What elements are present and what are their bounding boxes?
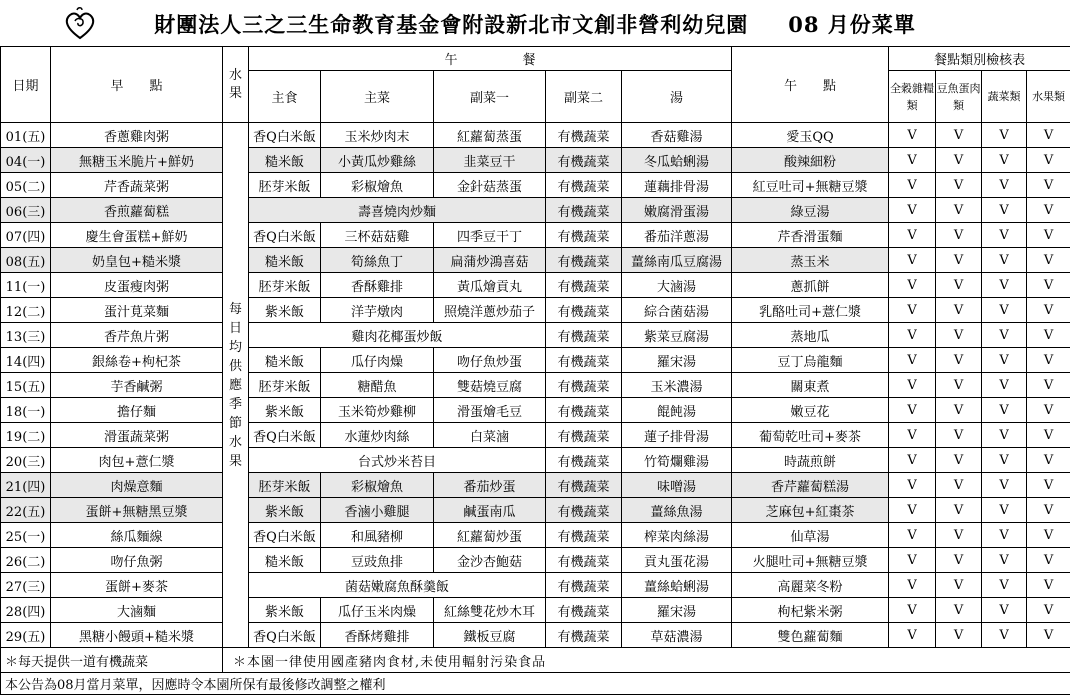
- row-date: 06(三): [1, 198, 51, 223]
- row-side1: 金針菇蒸蛋: [434, 173, 546, 198]
- row-side2: 有機蔬菜: [546, 273, 622, 298]
- menu-row: [1, 623, 1070, 648]
- row-check-fruit-mark: V: [1027, 448, 1070, 473]
- row-check-veg-mark: V: [982, 398, 1027, 423]
- row-check-protein-mark: V: [936, 298, 982, 323]
- row-date: 22(五): [1, 498, 51, 523]
- row-staple: 香Q白米飯: [249, 423, 321, 448]
- row-soup: 榨菜肉絲湯: [622, 523, 732, 548]
- row-staple: 糙米飯: [249, 548, 321, 573]
- row-snack: 時蔬煎餅: [732, 448, 889, 473]
- row-soup: 羅宋湯: [622, 348, 732, 373]
- row-breakfast: 香芹魚片粥: [51, 323, 223, 348]
- row-check-protein-mark: V: [936, 248, 982, 273]
- footer-note-pork: ＊本園一律使用國產豬肉食材,未使用輻射污染食品: [223, 648, 1070, 673]
- row-check-grain-mark: V: [889, 598, 936, 623]
- row-check-grain-mark: V: [889, 373, 936, 398]
- row-side1: 韭菜豆干: [434, 148, 546, 173]
- row-check-veg-mark: V: [982, 548, 1027, 573]
- row-main-dish: 糖醋魚: [321, 373, 434, 398]
- row-soup: 蓮子排骨湯: [622, 423, 732, 448]
- row-check-veg-mark: V: [982, 198, 1027, 223]
- row-combined-lunch: 壽喜燒肉炒麵: [249, 198, 546, 223]
- row-date: 05(二): [1, 173, 51, 198]
- row-check-grain-mark: V: [889, 473, 936, 498]
- row-combined-lunch: 菌菇嫩腐魚酥羹飯: [249, 573, 546, 598]
- row-date: 01(五): [1, 123, 51, 148]
- row-check-protein-mark: V: [936, 348, 982, 373]
- row-check-protein-mark: V: [936, 548, 982, 573]
- row-side2: 有機蔬菜: [546, 398, 622, 423]
- row-snack: 蔥抓餅: [732, 273, 889, 298]
- row-check-grain-mark: V: [889, 523, 936, 548]
- row-snack: 乳酪吐司+薏仁漿: [732, 298, 889, 323]
- row-staple: 香Q白米飯: [249, 623, 321, 648]
- row-side1: 金沙杏鮑菇: [434, 548, 546, 573]
- row-check-veg-mark: V: [982, 448, 1027, 473]
- row-soup: 番茄洋蔥湯: [622, 223, 732, 248]
- row-main-dish: 和風豬柳: [321, 523, 434, 548]
- row-check-fruit-mark: V: [1027, 123, 1070, 148]
- row-check-grain-mark: V: [889, 448, 936, 473]
- row-side2: 有機蔬菜: [546, 598, 622, 623]
- row-check-grain-mark: V: [889, 248, 936, 273]
- row-breakfast: 擔仔麵: [51, 398, 223, 423]
- menu-row: [1, 348, 1070, 373]
- page-title: [0, 0, 1070, 46]
- header-check-protein: 豆魚蛋肉類: [936, 71, 982, 123]
- row-date: 07(四): [1, 223, 51, 248]
- row-main-dish: 筍絲魚丁: [321, 248, 434, 273]
- row-soup: 冬瓜蛤蜊湯: [622, 148, 732, 173]
- row-side2: 有機蔬菜: [546, 323, 622, 348]
- row-check-grain-mark: V: [889, 573, 936, 598]
- row-date: 28(四): [1, 598, 51, 623]
- row-soup: 貢丸蛋花湯: [622, 548, 732, 573]
- row-soup: 味噌湯: [622, 473, 732, 498]
- row-breakfast: 黑糖小饅頭+糙米漿: [51, 623, 223, 648]
- row-check-fruit-mark: V: [1027, 198, 1070, 223]
- row-side2: 有機蔬菜: [546, 623, 622, 648]
- row-side1: 紅蘿蔔蒸蛋: [434, 123, 546, 148]
- row-date: 25(一): [1, 523, 51, 548]
- header-check-grain: 全穀雜糧類: [889, 71, 936, 123]
- menu-row: [1, 498, 1070, 523]
- menu-row: [1, 148, 1070, 173]
- row-side1: 滑蛋燴毛豆: [434, 398, 546, 423]
- row-check-veg-mark: V: [982, 573, 1027, 598]
- header-check-group: 餐點類別檢核表: [889, 47, 1070, 71]
- row-soup: 草菇濃湯: [622, 623, 732, 648]
- row-main-dish: 豆豉魚排: [321, 548, 434, 573]
- menu-row: [1, 373, 1070, 398]
- row-main-dish: 玉米筍炒雞柳: [321, 398, 434, 423]
- row-snack: 紅豆吐司+無糖豆漿: [732, 173, 889, 198]
- row-main-dish: 香酥烤雞排: [321, 623, 434, 648]
- menu-row: [1, 223, 1070, 248]
- row-date: 26(二): [1, 548, 51, 573]
- row-check-fruit-mark: V: [1027, 473, 1070, 498]
- row-check-protein-mark: V: [936, 373, 982, 398]
- row-check-grain-mark: V: [889, 348, 936, 373]
- row-date: 21(四): [1, 473, 51, 498]
- fruit-note: 每日均供應季節水果: [223, 123, 249, 648]
- row-date: 27(三): [1, 573, 51, 598]
- row-check-grain-mark: V: [889, 173, 936, 198]
- menu-row: [1, 298, 1070, 323]
- row-main-dish: 洋芋燉肉: [321, 298, 434, 323]
- header-check-fruit: 水果類: [1027, 71, 1070, 123]
- row-breakfast: 無糖玉米脆片+鮮奶: [51, 148, 223, 173]
- title-main: 財團法人三之三生命教育基金會附設新北市文創非營利幼兒園: [154, 12, 749, 37]
- row-snack: 蒸地瓜: [732, 323, 889, 348]
- row-side1: 四季豆干丁: [434, 223, 546, 248]
- menu-row: [1, 198, 1070, 223]
- row-check-veg-mark: V: [982, 498, 1027, 523]
- row-date: 14(四): [1, 348, 51, 373]
- row-check-fruit-mark: V: [1027, 423, 1070, 448]
- row-side1: 照燒洋蔥炒茄子: [434, 298, 546, 323]
- menu-row: [1, 123, 1070, 148]
- row-staple: 香Q白米飯: [249, 123, 321, 148]
- row-soup: 香菇雞湯: [622, 123, 732, 148]
- row-side1: 吻仔魚炒蛋: [434, 348, 546, 373]
- row-side2: 有機蔬菜: [546, 248, 622, 273]
- menu-row: [1, 248, 1070, 273]
- row-snack: 火腿吐司+無糖豆漿: [732, 548, 889, 573]
- row-date: 11(一): [1, 273, 51, 298]
- row-check-veg-mark: V: [982, 173, 1027, 198]
- row-check-grain-mark: V: [889, 148, 936, 173]
- row-breakfast: 銀絲卷+枸杞茶: [51, 348, 223, 373]
- row-staple: 胚芽米飯: [249, 373, 321, 398]
- row-check-veg-mark: V: [982, 148, 1027, 173]
- row-check-grain-mark: V: [889, 298, 936, 323]
- row-snack: 葡萄乾吐司+麥茶: [732, 423, 889, 448]
- menu-row: [1, 523, 1070, 548]
- menu-row: [1, 473, 1070, 498]
- row-soup: 竹筍爛雞湯: [622, 448, 732, 473]
- row-snack: 芝麻包+紅棗茶: [732, 498, 889, 523]
- row-check-veg-mark: V: [982, 323, 1027, 348]
- title-month: 08 月份菜單: [788, 12, 916, 37]
- row-staple: 紫米飯: [249, 598, 321, 623]
- header-staple: 主食: [249, 71, 321, 123]
- row-snack: 關東煮: [732, 373, 889, 398]
- row-breakfast: 蛋汁莧菜麵: [51, 298, 223, 323]
- header-check-veg: 蔬菜類: [982, 71, 1027, 123]
- header-side1: 副菜一: [434, 71, 546, 123]
- row-check-fruit-mark: V: [1027, 598, 1070, 623]
- row-check-protein-mark: V: [936, 573, 982, 598]
- footer-note-notice: 本公告為08月當月菜單，因應時令本園所保有最後修改調整之權利: [1, 673, 1070, 695]
- row-side1: 鹹蛋南瓜: [434, 498, 546, 523]
- row-soup: 蓮藕排骨湯: [622, 173, 732, 198]
- row-breakfast: 絲瓜麵線: [51, 523, 223, 548]
- row-breakfast: 奶皇包+糙米漿: [51, 248, 223, 273]
- row-check-fruit-mark: V: [1027, 323, 1070, 348]
- row-check-grain-mark: V: [889, 198, 936, 223]
- row-main-dish: 彩椒燴魚: [321, 173, 434, 198]
- row-check-fruit-mark: V: [1027, 148, 1070, 173]
- row-date: 13(三): [1, 323, 51, 348]
- row-side2: 有機蔬菜: [546, 523, 622, 548]
- row-check-veg-mark: V: [982, 298, 1027, 323]
- row-soup: 薑絲魚湯: [622, 498, 732, 523]
- row-check-veg-mark: V: [982, 273, 1027, 298]
- row-check-protein-mark: V: [936, 623, 982, 648]
- row-staple: 糙米飯: [249, 348, 321, 373]
- row-breakfast: 滑蛋蔬菜粥: [51, 423, 223, 448]
- row-side2: 有機蔬菜: [546, 448, 622, 473]
- row-snack: 香芹蘿蔔糕湯: [732, 473, 889, 498]
- row-date: 04(一): [1, 148, 51, 173]
- row-staple: 紫米飯: [249, 498, 321, 523]
- row-breakfast: 芋香鹹粥: [51, 373, 223, 398]
- row-side1: 白菜滷: [434, 423, 546, 448]
- header-main-dish: 主菜: [321, 71, 434, 123]
- row-main-dish: 水蓮炒肉絲: [321, 423, 434, 448]
- row-soup: 紫菜豆腐湯: [622, 323, 732, 348]
- row-check-grain-mark: V: [889, 323, 936, 348]
- row-combined-lunch: 雞肉花椰蛋炒飯: [249, 323, 546, 348]
- row-check-fruit-mark: V: [1027, 523, 1070, 548]
- row-check-veg-mark: V: [982, 423, 1027, 448]
- row-snack: 芹香滑蛋麵: [732, 223, 889, 248]
- row-side2: 有機蔬菜: [546, 498, 622, 523]
- menu-row: [1, 323, 1070, 348]
- row-breakfast: 慶生會蛋糕+鮮奶: [51, 223, 223, 248]
- row-staple: 糙米飯: [249, 248, 321, 273]
- row-main-dish: 瓜仔玉米肉燥: [321, 598, 434, 623]
- menu-row: [1, 273, 1070, 298]
- row-check-fruit-mark: V: [1027, 248, 1070, 273]
- row-snack: 豆丁烏龍麵: [732, 348, 889, 373]
- row-check-grain-mark: V: [889, 223, 936, 248]
- row-staple: 香Q白米飯: [249, 223, 321, 248]
- row-staple: 胚芽米飯: [249, 473, 321, 498]
- row-staple: 胚芽米飯: [249, 173, 321, 198]
- row-staple: 紫米飯: [249, 298, 321, 323]
- header-date: 日期: [1, 47, 51, 123]
- row-check-veg-mark: V: [982, 223, 1027, 248]
- row-date: 18(一): [1, 398, 51, 423]
- row-snack: 愛玉QQ: [732, 123, 889, 148]
- row-check-veg-mark: V: [982, 598, 1027, 623]
- row-side1: 扁蒲炒鴻喜菇: [434, 248, 546, 273]
- row-side1: 雙菇燒豆腐: [434, 373, 546, 398]
- menu-row: [1, 548, 1070, 573]
- row-check-protein-mark: V: [936, 598, 982, 623]
- row-check-protein-mark: V: [936, 123, 982, 148]
- row-side2: 有機蔬菜: [546, 473, 622, 498]
- header-fruit: 水果: [223, 47, 249, 123]
- row-breakfast: 肉燥意麵: [51, 473, 223, 498]
- row-check-protein-mark: V: [936, 448, 982, 473]
- row-snack: 蒸玉米: [732, 248, 889, 273]
- header-breakfast: 早 點: [51, 47, 223, 123]
- row-soup: 嫩腐滑蛋湯: [622, 198, 732, 223]
- row-check-protein-mark: V: [936, 473, 982, 498]
- row-side2: 有機蔬菜: [546, 298, 622, 323]
- row-check-protein-mark: V: [936, 148, 982, 173]
- row-side1: 鐵板豆腐: [434, 623, 546, 648]
- row-check-veg-mark: V: [982, 623, 1027, 648]
- row-check-veg-mark: V: [982, 523, 1027, 548]
- row-breakfast: 香蔥雞肉粥: [51, 123, 223, 148]
- row-check-fruit-mark: V: [1027, 348, 1070, 373]
- row-check-protein-mark: V: [936, 198, 982, 223]
- row-snack: 雙色蘿蔔麵: [732, 623, 889, 648]
- row-date: 20(三): [1, 448, 51, 473]
- row-check-veg-mark: V: [982, 123, 1027, 148]
- row-breakfast: 皮蛋瘦肉粥: [51, 273, 223, 298]
- row-side1: 黃瓜燴貢丸: [434, 273, 546, 298]
- row-staple: 紫米飯: [249, 398, 321, 423]
- row-check-fruit-mark: V: [1027, 498, 1070, 523]
- row-check-grain-mark: V: [889, 273, 936, 298]
- row-side2: 有機蔬菜: [546, 423, 622, 448]
- row-check-fruit-mark: V: [1027, 623, 1070, 648]
- row-main-dish: 香滷小雞腿: [321, 498, 434, 523]
- row-check-fruit-mark: V: [1027, 273, 1070, 298]
- row-check-protein-mark: V: [936, 223, 982, 248]
- row-main-dish: 彩椒燴魚: [321, 473, 434, 498]
- row-soup: 玉米濃湯: [622, 373, 732, 398]
- row-date: 08(五): [1, 248, 51, 273]
- row-side2: 有機蔬菜: [546, 123, 622, 148]
- row-main-dish: 小黃瓜炒雞絲: [321, 148, 434, 173]
- row-check-veg-mark: V: [982, 248, 1027, 273]
- row-check-fruit-mark: V: [1027, 548, 1070, 573]
- row-soup: 薑絲南瓜豆腐湯: [622, 248, 732, 273]
- row-main-dish: 玉米炒肉末: [321, 123, 434, 148]
- row-main-dish: 香酥雞排: [321, 273, 434, 298]
- row-breakfast: 蛋餅+麥茶: [51, 573, 223, 598]
- header-lunch: 午 餐: [249, 47, 732, 71]
- row-date: 15(五): [1, 373, 51, 398]
- row-side2: 有機蔬菜: [546, 173, 622, 198]
- row-staple: 糙米飯: [249, 148, 321, 173]
- row-check-protein-mark: V: [936, 498, 982, 523]
- row-staple: 香Q白米飯: [249, 523, 321, 548]
- menu-body: [1, 123, 1070, 648]
- row-snack: 枸杞紫米粥: [732, 598, 889, 623]
- row-check-veg-mark: V: [982, 348, 1027, 373]
- row-side1: 番茄炒蛋: [434, 473, 546, 498]
- row-check-protein-mark: V: [936, 523, 982, 548]
- row-check-fruit-mark: V: [1027, 373, 1070, 398]
- row-check-protein-mark: V: [936, 323, 982, 348]
- row-check-protein-mark: V: [936, 423, 982, 448]
- row-check-grain-mark: V: [889, 123, 936, 148]
- row-soup: 薑絲蛤蜊湯: [622, 573, 732, 598]
- row-snack: 仙草湯: [732, 523, 889, 548]
- row-date: 19(二): [1, 423, 51, 448]
- menu-row: [1, 448, 1070, 473]
- menu-row: [1, 398, 1070, 423]
- row-breakfast: 芹香蔬菜粥: [51, 173, 223, 198]
- row-side2: 有機蔬菜: [546, 573, 622, 598]
- row-soup: 羅宋湯: [622, 598, 732, 623]
- row-side2: 有機蔬菜: [546, 198, 622, 223]
- row-side2: 有機蔬菜: [546, 223, 622, 248]
- row-check-fruit-mark: V: [1027, 398, 1070, 423]
- row-side2: 有機蔬菜: [546, 148, 622, 173]
- row-snack: 酸辣細粉: [732, 148, 889, 173]
- row-breakfast: 蛋餅+無糖黑豆漿: [51, 498, 223, 523]
- footer-note-organic: ＊每天提供一道有機蔬菜: [1, 648, 223, 673]
- menu-row: [1, 173, 1070, 198]
- row-check-grain-mark: V: [889, 548, 936, 573]
- row-breakfast: 香煎蘿蔔糕: [51, 198, 223, 223]
- row-side1: 紅絲雙花炒木耳: [434, 598, 546, 623]
- row-soup: 餛飩湯: [622, 398, 732, 423]
- row-check-protein-mark: V: [936, 173, 982, 198]
- row-side1: 紅蘿蔔炒蛋: [434, 523, 546, 548]
- row-breakfast: 大滷麵: [51, 598, 223, 623]
- row-check-veg-mark: V: [982, 473, 1027, 498]
- row-side2: 有機蔬菜: [546, 348, 622, 373]
- row-main-dish: 瓜仔肉燥: [321, 348, 434, 373]
- row-combined-lunch: 台式炒米苔目: [249, 448, 546, 473]
- menu-row: [1, 423, 1070, 448]
- row-side2: 有機蔬菜: [546, 548, 622, 573]
- row-soup: 大滷湯: [622, 273, 732, 298]
- row-snack: 高麗菜冬粉: [732, 573, 889, 598]
- row-check-grain-mark: V: [889, 398, 936, 423]
- header-side2: 副菜二: [546, 71, 622, 123]
- row-check-grain-mark: V: [889, 498, 936, 523]
- row-breakfast: 吻仔魚粥: [51, 548, 223, 573]
- row-check-fruit-mark: V: [1027, 223, 1070, 248]
- menu-row: [1, 573, 1070, 598]
- row-check-grain-mark: V: [889, 623, 936, 648]
- row-main-dish: 三杯菇菇雞: [321, 223, 434, 248]
- header-snack: 午 點: [732, 47, 889, 123]
- row-snack: 嫩豆花: [732, 398, 889, 423]
- row-date: 12(二): [1, 298, 51, 323]
- row-soup: 綜合菌菇湯: [622, 298, 732, 323]
- row-staple: 胚芽米飯: [249, 273, 321, 298]
- row-breakfast: 肉包+薏仁漿: [51, 448, 223, 473]
- row-check-grain-mark: V: [889, 423, 936, 448]
- row-check-protein-mark: V: [936, 273, 982, 298]
- row-side2: 有機蔬菜: [546, 373, 622, 398]
- row-check-fruit-mark: V: [1027, 173, 1070, 198]
- menu-table: [0, 46, 1070, 695]
- row-check-fruit-mark: V: [1027, 573, 1070, 598]
- header-soup: 湯: [622, 71, 732, 123]
- row-check-protein-mark: V: [936, 398, 982, 423]
- row-date: 29(五): [1, 623, 51, 648]
- row-snack: 綠豆湯: [732, 198, 889, 223]
- row-check-veg-mark: V: [982, 373, 1027, 398]
- menu-row: [1, 598, 1070, 623]
- row-check-fruit-mark: V: [1027, 298, 1070, 323]
